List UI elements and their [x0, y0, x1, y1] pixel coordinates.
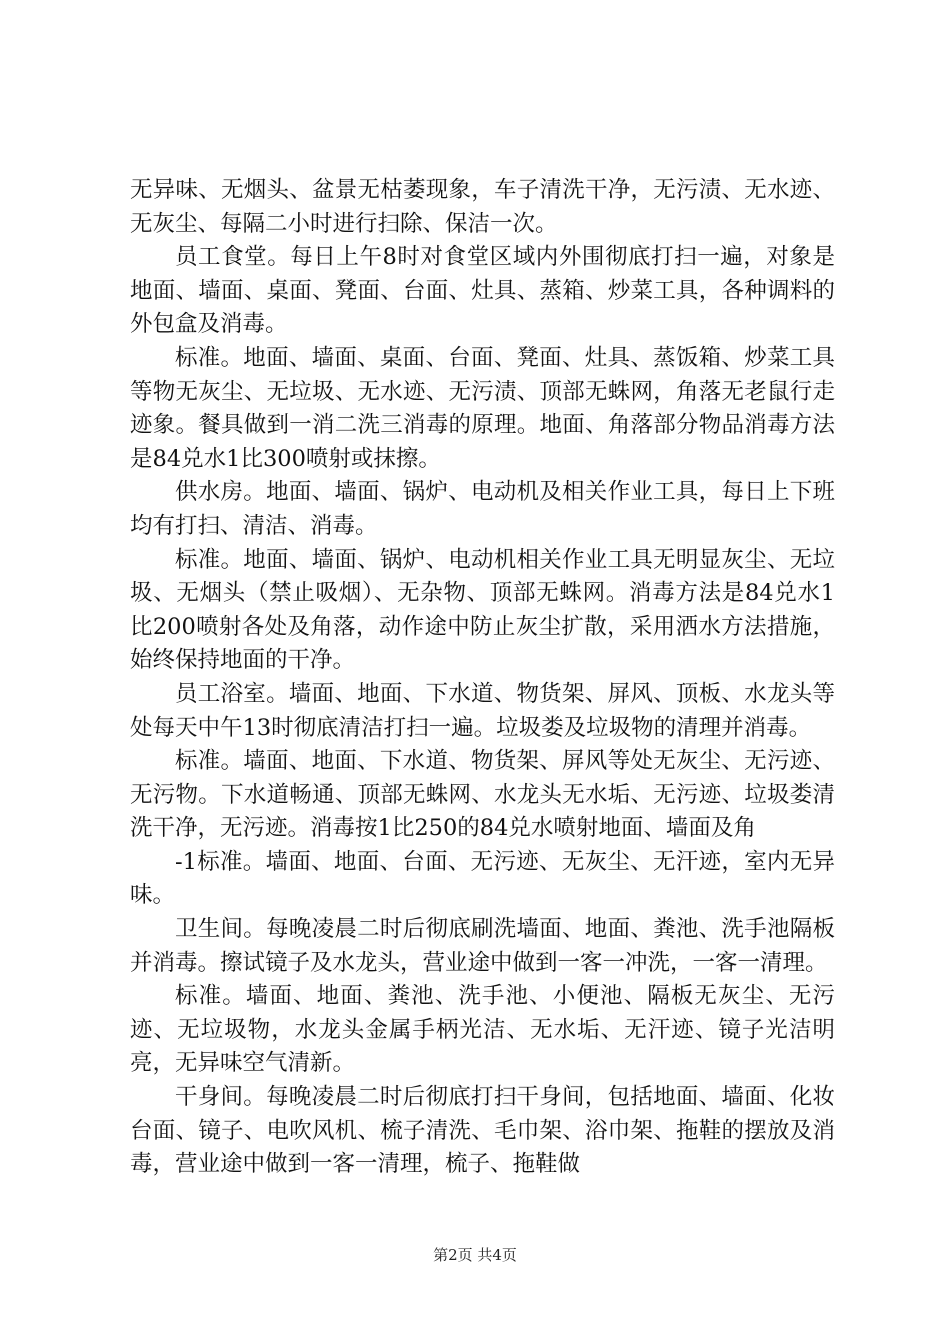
paragraph: 员工浴室。墙面、地面、下水道、物货架、屏风、顶板、水龙头等处每天中午13时彻底清洁打扫一遍。垃圾娄及垃圾物的清理并消毒。 [130, 680, 835, 741]
paragraph: -1标准。墙面、地面、台面、无污迹、无灰尘、无汗迹，室内无异味。 [130, 848, 835, 909]
paragraph: 无异味、无烟头、盆景无枯萎现象，车子清洗干净，无污渍、无水迹、无灰尘、每隔二小时进行扫除、保洁一次。 [130, 177, 835, 237]
paragraph: 卫生间。每晚凌晨二时后彻底刷洗墙面、地面、粪池、洗手池隔板并消毒。擦试镜子及水龙头，营业途中做到一客一冲洗，一客一清理。 [130, 916, 835, 976]
paragraph: 标准。墙面、地面、粪池、洗手池、小便池、隔板无灰尘、无污迹、无垃圾物，水龙头金属手柄光洁、无水垢、无汗迹、镜子光洁明亮，无异味空气清新。 [130, 983, 835, 1077]
paragraph: 标准。地面、墙面、桌面、台面、凳面、灶具、蒸饭箱、炒菜工具等物无灰尘、无垃圾、无水迹、无污渍、顶部无蛛网，角落无老鼠行走迹象。餐具做到一消二洗三消毒的原理。地面、角落部分物品消毒方法是84兑水1比300喷射或抹擦。 [130, 344, 835, 472]
page-footer [0, 1245, 950, 1265]
body-text [130, 174, 835, 1182]
page-number-label: 第2页 共4页 [433, 1246, 517, 1264]
paragraph: 干身间。每晚凌晨二时后彻底打扫干身间，包括地面、墙面、化妆台面、镜子、电吹风机、梳子清洗、毛巾架、浴巾架、拖鞋的摆放及消毒，营业途中做到一客一清理，梳子、拖鞋做 [130, 1084, 835, 1178]
paragraph: 标准。地面、墙面、锅炉、电动机相关作业工具无明显灰尘、无垃圾、无烟头（禁止吸烟）、无杂物、顶部无蛛网。消毒方法是84兑水1比200喷射各处及角落，动作途中防止灰尘扩散，采用洒水方法措施，始终保持地面的干净。 [130, 546, 835, 674]
paragraph: 标准。墙面、地面、下水道、物货架、屏风等处无灰尘、无污迹、无污物。下水道畅通、顶部无蛛网、水龙头无水垢、无污迹、垃圾娄清洗干净，无污迹。消毒按1比250的84兑水喷射地面、墙面及角 [130, 748, 835, 842]
paragraph: 员工食堂。每日上午8时对食堂区域内外围彻底打扫一遍，对象是地面、墙面、桌面、凳面、台面、灶具、蒸箱、炒菜工具，各种调料的外包盒及消毒。 [130, 244, 835, 338]
paragraph: 供水房。地面、墙面、锅炉、电动机及相关作业工具，每日上下班均有打扫、清洁、消毒。 [130, 479, 835, 539]
